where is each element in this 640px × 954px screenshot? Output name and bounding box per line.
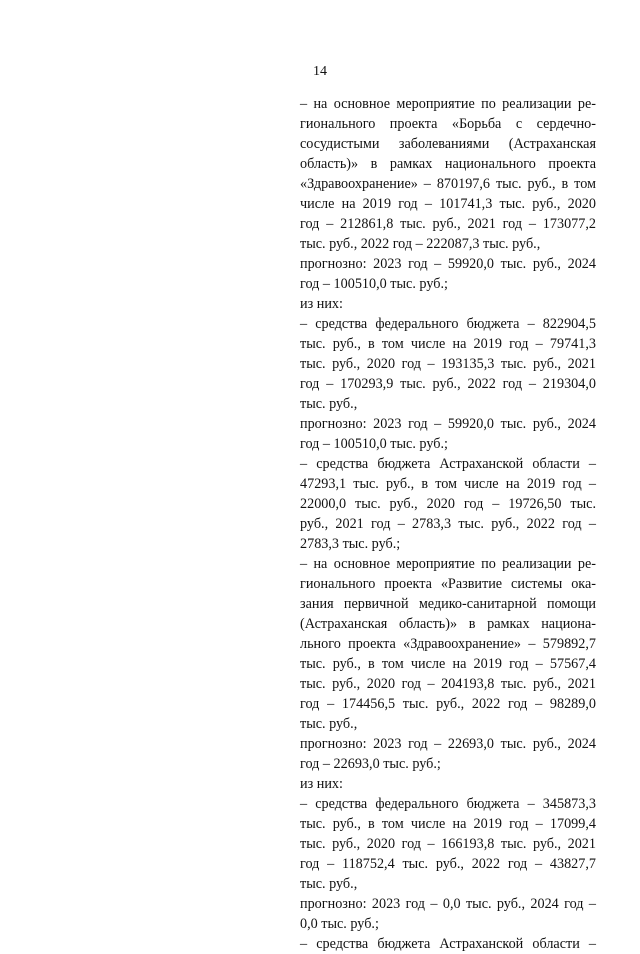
text-line: год – 118752,4 тыс. руб., 2022 год – 43827,7 (300, 856, 596, 872)
text-line: тыс. руб., в том числе на 2019 год – 57567,4 (300, 656, 596, 672)
text-line: тыс. руб., 2020 год – 204193,8 тыс. руб., 2021 (300, 676, 596, 692)
text-line: – средства бюджета Астраханской области – (300, 456, 596, 472)
text-line: тыс. руб., в том числе на 2019 год – 17099,4 (300, 816, 596, 832)
text-line: – средства федерального бюджета – 345873,3 (300, 796, 596, 812)
text-line: – на основное мероприятие по реализации ре- (300, 556, 596, 572)
text-line: тыс. руб., 2020 год – 166193,8 тыс. руб., 2021 (300, 836, 596, 852)
text-line: год – 174456,5 тыс. руб., 2022 год – 98289,0 (300, 696, 596, 712)
text-line: 2783,3 тыс. руб.; (300, 536, 401, 552)
text-line: – на основное мероприятие по реализации ре- (300, 96, 596, 112)
text-line: 22000,0 тыс. руб., 2020 год – 19726,50 тыс. (300, 496, 596, 512)
text-line: прогнозно: 2023 год – 59920,0 тыс. руб., 2024 (300, 416, 596, 432)
text-line: «Здравоохранение» – 870197,6 тыс. руб., в том (300, 176, 596, 192)
text-line: 47293,1 тыс. руб., в том числе на 2019 год – (300, 476, 596, 492)
text-line: – средства федерального бюджета – 822904,5 (300, 316, 596, 332)
text-line: год – 170293,9 тыс. руб., 2022 год – 219304,0 (300, 376, 596, 392)
text-line: тыс. руб., 2022 год – 222087,3 тыс. руб., (300, 236, 541, 252)
text-line: зания первичной медико-санитарной помощи (300, 596, 596, 612)
text-line: гионального проекта «Развитие системы ока- (300, 576, 596, 592)
text-line: гионального проекта «Борьба с сердечно- (300, 116, 596, 132)
text-line: руб., 2021 год – 2783,3 тыс. руб., 2022 год – (300, 516, 596, 532)
page-number: 14 (313, 64, 327, 79)
document-body (300, 94, 596, 954)
text-line: год – 22693,0 тыс. руб.; (300, 756, 441, 772)
text-line: тыс. руб., (300, 876, 358, 892)
text-line: год – 212861,8 тыс. руб., 2021 год – 173077,2 (300, 216, 596, 232)
text-line: числе на 2019 год – 101741,3 тыс. руб., 2020 (300, 196, 596, 212)
text-line: льного проекта «Здравоохранение» – 579892,7 (300, 636, 596, 652)
text-line: область)» в рамках национального проекта (300, 156, 596, 172)
text-line: тыс. руб., в том числе на 2019 год – 79741,3 (300, 336, 596, 352)
text-line: из них: (300, 776, 343, 792)
text-line: прогнозно: 2023 год – 22693,0 тыс. руб., 2024 (300, 736, 596, 752)
text-line: прогнозно: 2023 год – 59920,0 тыс. руб., 2024 (300, 256, 596, 272)
text-line: год – 100510,0 тыс. руб.; (300, 436, 448, 452)
text-line: (Астраханская область)» в рамках национа- (300, 616, 596, 632)
text-line: 0,0 тыс. руб.; (300, 916, 379, 932)
text-line: из них: (300, 296, 343, 312)
text-line: прогнозно: 2023 год – 0,0 тыс. руб., 2024 год – (300, 896, 596, 912)
text-line: – средства бюджета Астраханской области – (300, 936, 596, 952)
text-line: сосудистыми заболеваниями (Астраханская (300, 136, 596, 152)
text-line: тыс. руб., (300, 396, 358, 412)
text-line: год – 100510,0 тыс. руб.; (300, 276, 448, 292)
text-line: тыс. руб., (300, 716, 358, 732)
text-line: тыс. руб., 2020 год – 193135,3 тыс. руб., 2021 (300, 356, 596, 372)
